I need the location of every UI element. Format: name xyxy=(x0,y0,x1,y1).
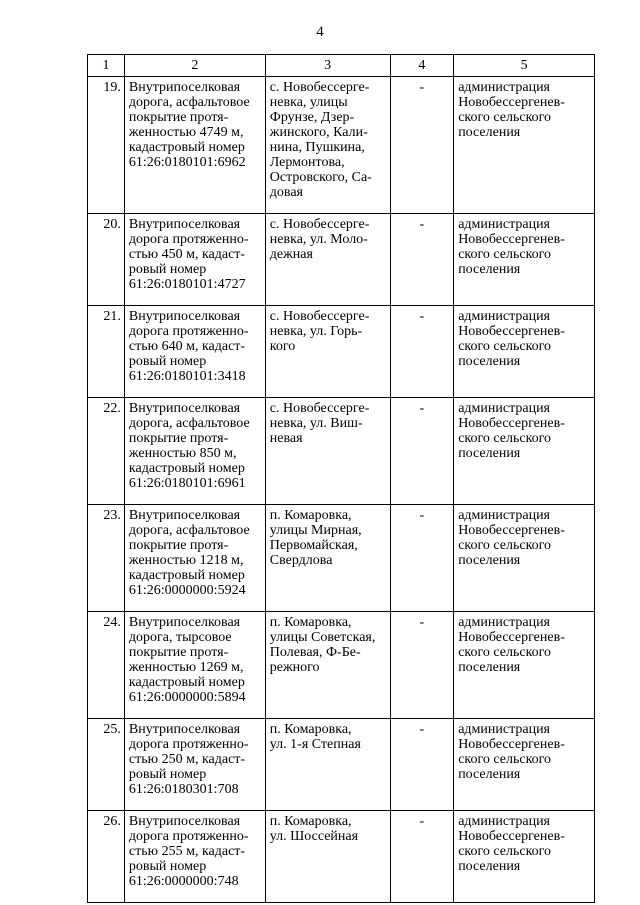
table-row xyxy=(88,306,595,398)
road-description: Внутрипоселковая дорога протяженно- стью 450 м, кадаст- ровый номер 61:26:0180101:4727 xyxy=(124,214,265,306)
header-row xyxy=(88,55,595,77)
roads-table xyxy=(87,54,595,903)
table-row xyxy=(88,612,595,719)
column-4-value: - xyxy=(390,505,454,612)
responsible-owner: администрация Новобессергенев- ского сельского поселения xyxy=(454,505,595,612)
column-4-value: - xyxy=(390,612,454,719)
road-description: Внутрипоселковая дорога протяженно- стью 640 м, кадаст- ровый номер 61:26:0180101:3418 xyxy=(124,306,265,398)
column-header-1: 1 xyxy=(88,55,125,77)
responsible-owner: администрация Новобессергенев- ского сельского поселения xyxy=(454,306,595,398)
column-header-3: 3 xyxy=(265,55,390,77)
road-location: с. Новобессерге- невка, ул. Моло- дежная xyxy=(265,214,390,306)
road-location: с. Новобессерге- невка, ул. Виш- невая xyxy=(265,398,390,505)
column-4-value: - xyxy=(390,398,454,505)
row-number: 22. xyxy=(88,398,125,505)
column-header-5: 5 xyxy=(454,55,595,77)
column-4-value: - xyxy=(390,214,454,306)
road-description: Внутрипоселковая дорога протяженно- стью 250 м, кадаст- ровый номер 61:26:0180301:708 xyxy=(124,719,265,811)
table-row xyxy=(88,77,595,214)
responsible-owner: администрация Новобессергенев- ского сельского поселения xyxy=(454,214,595,306)
row-number: 20. xyxy=(88,214,125,306)
road-location: п. Комаровка, улицы Советская, Полевая, Ф-Бе- режного xyxy=(265,612,390,719)
responsible-owner: администрация Новобессергенев- ского сельского поселения xyxy=(454,612,595,719)
road-description: Внутрипоселковая дорога протяженно- стью 255 м, кадаст- ровый номер 61:26:0000000:748 xyxy=(124,811,265,903)
table-row xyxy=(88,214,595,306)
road-location: п. Комаровка, ул. Шоссейная xyxy=(265,811,390,903)
responsible-owner: администрация Новобессергенев- ского сельского поселения xyxy=(454,77,595,214)
responsible-owner: администрация Новобессергенев- ского сельского поселения xyxy=(454,811,595,903)
table-body xyxy=(88,77,595,903)
road-location: п. Комаровка, улицы Мирная, Первомайская, Свердлова xyxy=(265,505,390,612)
road-location: п. Комаровка, ул. 1-я Степная xyxy=(265,719,390,811)
column-header-2: 2 xyxy=(124,55,265,77)
page-number: 4 xyxy=(316,24,324,40)
road-description: Внутрипоселковая дорога, асфальтовое покрытие протя- женностью 4749 м, кадастровый номер 61:26:0180101:6962 xyxy=(124,77,265,214)
road-location: с. Новобессерге- невка, улицы Фрунзе, Дзер- жинского, Кали- нина, Пушкина, Лермонтова, Островского, Са- довая xyxy=(265,77,390,214)
responsible-owner: администрация Новобессергенев- ского сельского поселения xyxy=(454,719,595,811)
row-number: 24. xyxy=(88,612,125,719)
column-4-value: - xyxy=(390,77,454,214)
row-number: 25. xyxy=(88,719,125,811)
table-row xyxy=(88,719,595,811)
table-row xyxy=(88,398,595,505)
table-row xyxy=(88,811,595,903)
road-location: с. Новобессерге- невка, ул. Горь- кого xyxy=(265,306,390,398)
row-number: 26. xyxy=(88,811,125,903)
column-4-value: - xyxy=(390,719,454,811)
column-4-value: - xyxy=(390,811,454,903)
responsible-owner: администрация Новобессергенев- ского сельского поселения xyxy=(454,398,595,505)
table-row xyxy=(88,505,595,612)
column-header-4: 4 xyxy=(390,55,454,77)
row-number: 21. xyxy=(88,306,125,398)
road-description: Внутрипоселковая дорога, асфальтовое покрытие протя- женностью 850 м, кадастровый номер 61:26:0180101:6961 xyxy=(124,398,265,505)
row-number: 19. xyxy=(88,77,125,214)
row-number: 23. xyxy=(88,505,125,612)
column-4-value: - xyxy=(390,306,454,398)
road-description: Внутрипоселковая дорога, тырсовое покрытие протя- женностью 1269 м, кадастровый номер 61:26:0000000:5894 xyxy=(124,612,265,719)
road-description: Внутрипоселковая дорога, асфальтовое покрытие протя- женностью 1218 м, кадастровый номер 61:26:0000000:5924 xyxy=(124,505,265,612)
